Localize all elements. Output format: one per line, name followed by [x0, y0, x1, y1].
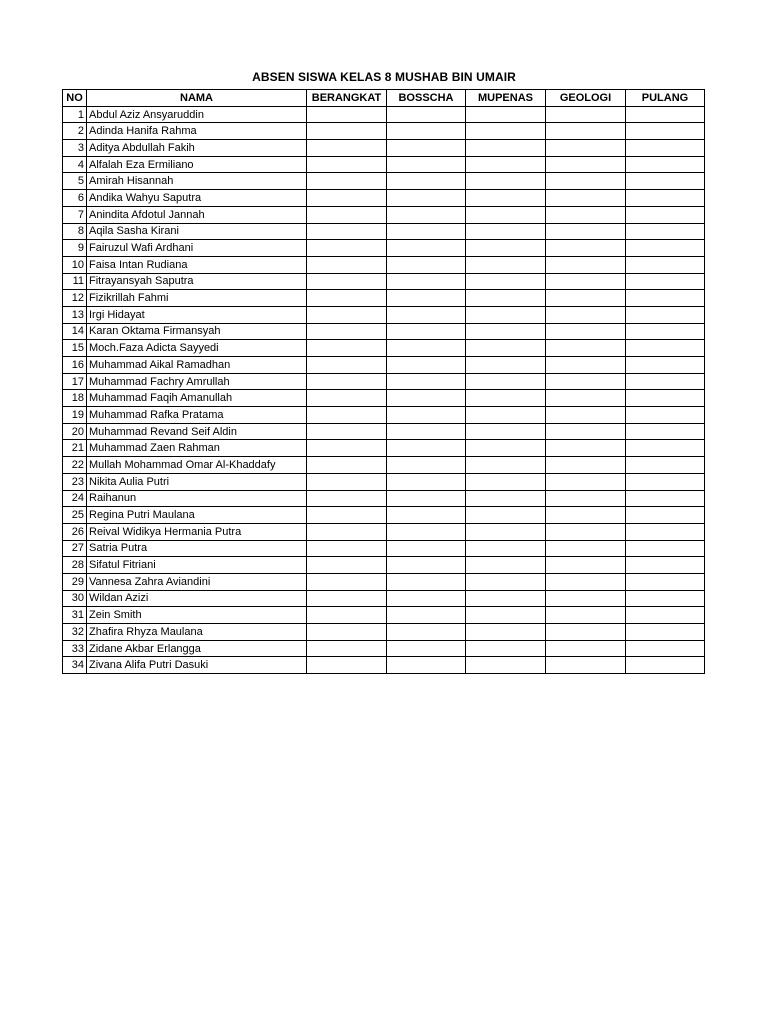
cell-mupenas[interactable]: [466, 607, 546, 624]
cell-mupenas[interactable]: [466, 256, 546, 273]
cell-berangkat[interactable]: [307, 123, 387, 140]
cell-bosscha[interactable]: [387, 123, 466, 140]
table-row: [63, 423, 705, 440]
cell-pulang[interactable]: [626, 407, 705, 424]
cell-geologi[interactable]: [546, 557, 626, 574]
cell-geologi[interactable]: [546, 423, 626, 440]
cell-berangkat[interactable]: [307, 290, 387, 307]
document-title: ABSEN SISWA KELAS 8 MUSHAB BIN UMAIR: [252, 70, 516, 84]
cell-pulang[interactable]: [626, 290, 705, 307]
cell-berangkat[interactable]: [307, 657, 387, 674]
cell-pulang[interactable]: [626, 523, 705, 540]
student-name: Faisa Intan Rudiana: [87, 256, 307, 273]
row-number: 23: [63, 473, 87, 490]
cell-pulang[interactable]: [626, 340, 705, 357]
cell-berangkat[interactable]: [307, 640, 387, 657]
cell-berangkat[interactable]: [307, 473, 387, 490]
cell-mupenas[interactable]: [466, 373, 546, 390]
student-name: Andika Wahyu Saputra: [87, 190, 307, 207]
table-row: [63, 557, 705, 574]
cell-pulang[interactable]: [626, 457, 705, 474]
header-row: [63, 90, 705, 107]
row-number: 33: [63, 640, 87, 657]
table-row: [63, 223, 705, 240]
cell-berangkat[interactable]: [307, 624, 387, 641]
cell-mupenas[interactable]: [466, 123, 546, 140]
table-row: [63, 323, 705, 340]
row-number: 8: [63, 223, 87, 240]
cell-bosscha[interactable]: [387, 357, 466, 374]
table-row: [63, 123, 705, 140]
cell-berangkat[interactable]: [307, 407, 387, 424]
cell-geologi[interactable]: [546, 140, 626, 157]
cell-mupenas[interactable]: [466, 340, 546, 357]
cell-mupenas[interactable]: [466, 657, 546, 674]
cell-pulang[interactable]: [626, 557, 705, 574]
cell-geologi[interactable]: [546, 457, 626, 474]
table-row: [63, 407, 705, 424]
cell-berangkat[interactable]: [307, 557, 387, 574]
cell-mupenas[interactable]: [466, 173, 546, 190]
row-number: 28: [63, 557, 87, 574]
cell-geologi[interactable]: [546, 256, 626, 273]
student-name: Aqila Sasha Kirani: [87, 223, 307, 240]
cell-pulang[interactable]: [626, 624, 705, 641]
cell-mupenas[interactable]: [466, 223, 546, 240]
table-row: [63, 156, 705, 173]
cell-pulang[interactable]: [626, 373, 705, 390]
student-name: Fairuzul Wafi Ardhani: [87, 240, 307, 257]
cell-berangkat[interactable]: [307, 573, 387, 590]
cell-bosscha[interactable]: [387, 473, 466, 490]
cell-geologi[interactable]: [546, 156, 626, 173]
student-name: Zidane Akbar Erlangga: [87, 640, 307, 657]
student-name: Muhammad Aikal Ramadhan: [87, 357, 307, 374]
table-row: [63, 206, 705, 223]
cell-geologi[interactable]: [546, 390, 626, 407]
cell-mupenas[interactable]: [466, 624, 546, 641]
cell-pulang[interactable]: [626, 256, 705, 273]
cell-mupenas[interactable]: [466, 357, 546, 374]
cell-pulang[interactable]: [626, 173, 705, 190]
cell-berangkat[interactable]: [307, 607, 387, 624]
student-name: Nikita Aulia Putri: [87, 473, 307, 490]
student-name: Fitrayansyah Saputra: [87, 273, 307, 290]
cell-bosscha[interactable]: [387, 590, 466, 607]
table-row: [63, 256, 705, 273]
cell-bosscha[interactable]: [387, 173, 466, 190]
row-number: 29: [63, 573, 87, 590]
student-name: Zivana Alifa Putri Dasuki: [87, 657, 307, 674]
cell-geologi[interactable]: [546, 624, 626, 641]
table-row: [63, 573, 705, 590]
row-number: 16: [63, 357, 87, 374]
cell-geologi[interactable]: [546, 540, 626, 557]
cell-bosscha[interactable]: [387, 390, 466, 407]
cell-berangkat[interactable]: [307, 490, 387, 507]
row-number: 27: [63, 540, 87, 557]
cell-berangkat[interactable]: [307, 140, 387, 157]
table-row: [63, 290, 705, 307]
cell-mupenas[interactable]: [466, 306, 546, 323]
cell-geologi[interactable]: [546, 407, 626, 424]
row-number: 10: [63, 256, 87, 273]
cell-bosscha[interactable]: [387, 657, 466, 674]
header-berangkat: BERANGKAT: [307, 90, 387, 107]
cell-geologi[interactable]: [546, 640, 626, 657]
cell-mupenas[interactable]: [466, 440, 546, 457]
cell-bosscha[interactable]: [387, 306, 466, 323]
cell-bosscha[interactable]: [387, 190, 466, 207]
cell-bosscha[interactable]: [387, 290, 466, 307]
row-number: 21: [63, 440, 87, 457]
header-no: NO: [63, 90, 87, 107]
cell-pulang[interactable]: [626, 657, 705, 674]
cell-geologi[interactable]: [546, 507, 626, 524]
cell-berangkat[interactable]: [307, 256, 387, 273]
cell-berangkat[interactable]: [307, 223, 387, 240]
cell-mupenas[interactable]: [466, 190, 546, 207]
row-number: 11: [63, 273, 87, 290]
student-name: Abdul Aziz Ansyaruddin: [87, 106, 307, 123]
student-name: Zein Smith: [87, 607, 307, 624]
student-name: Aditya Abdullah Fakih: [87, 140, 307, 157]
table-row: [63, 457, 705, 474]
table-row: [63, 657, 705, 674]
cell-berangkat[interactable]: [307, 373, 387, 390]
cell-geologi[interactable]: [546, 240, 626, 257]
cell-berangkat[interactable]: [307, 523, 387, 540]
table-body: [63, 106, 705, 673]
student-name: Satria Putra: [87, 540, 307, 557]
cell-mupenas[interactable]: [466, 573, 546, 590]
cell-mupenas[interactable]: [466, 290, 546, 307]
row-number: 25: [63, 507, 87, 524]
cell-bosscha[interactable]: [387, 440, 466, 457]
table-row: [63, 440, 705, 457]
cell-berangkat[interactable]: [307, 540, 387, 557]
row-number: 24: [63, 490, 87, 507]
cell-pulang[interactable]: [626, 206, 705, 223]
header-geologi: GEOLOGI: [546, 90, 626, 107]
cell-pulang[interactable]: [626, 607, 705, 624]
cell-mupenas[interactable]: [466, 390, 546, 407]
student-name: Muhammad Revand Seif Aldin: [87, 423, 307, 440]
cell-pulang[interactable]: [626, 473, 705, 490]
table-row: [63, 373, 705, 390]
cell-berangkat[interactable]: [307, 440, 387, 457]
student-name: Mullah Mohammad Omar Al-Khaddafy: [87, 457, 307, 474]
cell-bosscha[interactable]: [387, 223, 466, 240]
cell-berangkat[interactable]: [307, 590, 387, 607]
cell-pulang[interactable]: [626, 640, 705, 657]
cell-geologi[interactable]: [546, 523, 626, 540]
cell-mupenas[interactable]: [466, 557, 546, 574]
cell-mupenas[interactable]: [466, 106, 546, 123]
cell-bosscha[interactable]: [387, 340, 466, 357]
header-nama: NAMA: [87, 90, 307, 107]
student-name: Adinda Hanifa Rahma: [87, 123, 307, 140]
cell-bosscha[interactable]: [387, 206, 466, 223]
table-row: [63, 340, 705, 357]
row-number: 7: [63, 206, 87, 223]
row-number: 9: [63, 240, 87, 257]
row-number: 14: [63, 323, 87, 340]
cell-bosscha[interactable]: [387, 273, 466, 290]
cell-geologi[interactable]: [546, 323, 626, 340]
row-number: 6: [63, 190, 87, 207]
student-name: Vannesa Zahra Aviandini: [87, 573, 307, 590]
cell-pulang[interactable]: [626, 423, 705, 440]
cell-mupenas[interactable]: [466, 273, 546, 290]
row-number: 30: [63, 590, 87, 607]
cell-pulang[interactable]: [626, 490, 705, 507]
cell-bosscha[interactable]: [387, 457, 466, 474]
student-name: Zhafira Rhyza Maulana: [87, 624, 307, 641]
cell-bosscha[interactable]: [387, 624, 466, 641]
cell-pulang[interactable]: [626, 223, 705, 240]
cell-berangkat[interactable]: [307, 340, 387, 357]
cell-pulang[interactable]: [626, 190, 705, 207]
table-row: [63, 173, 705, 190]
row-number: 26: [63, 523, 87, 540]
cell-pulang[interactable]: [626, 590, 705, 607]
cell-mupenas[interactable]: [466, 407, 546, 424]
cell-pulang[interactable]: [626, 140, 705, 157]
cell-pulang[interactable]: [626, 123, 705, 140]
table-row: [63, 273, 705, 290]
row-number: 2: [63, 123, 87, 140]
table-row: [63, 490, 705, 507]
cell-berangkat[interactable]: [307, 457, 387, 474]
cell-pulang[interactable]: [626, 240, 705, 257]
table-row: [63, 190, 705, 207]
cell-bosscha[interactable]: [387, 373, 466, 390]
cell-berangkat[interactable]: [307, 240, 387, 257]
student-name: Reival Widikya Hermania Putra: [87, 523, 307, 540]
cell-geologi[interactable]: [546, 590, 626, 607]
cell-bosscha[interactable]: [387, 607, 466, 624]
cell-geologi[interactable]: [546, 340, 626, 357]
cell-bosscha[interactable]: [387, 640, 466, 657]
attendance-table: [62, 89, 705, 674]
cell-pulang[interactable]: [626, 390, 705, 407]
row-number: 22: [63, 457, 87, 474]
cell-mupenas[interactable]: [466, 206, 546, 223]
student-name: Amirah Hisannah: [87, 173, 307, 190]
header-bosscha: BOSSCHA: [387, 90, 466, 107]
cell-berangkat[interactable]: [307, 306, 387, 323]
row-number: 32: [63, 624, 87, 641]
row-number: 13: [63, 306, 87, 323]
table-row: [63, 357, 705, 374]
cell-berangkat[interactable]: [307, 173, 387, 190]
cell-mupenas[interactable]: [466, 523, 546, 540]
cell-geologi[interactable]: [546, 607, 626, 624]
cell-pulang[interactable]: [626, 540, 705, 557]
table-row: [63, 640, 705, 657]
cell-pulang[interactable]: [626, 573, 705, 590]
cell-berangkat[interactable]: [307, 390, 387, 407]
table-row: [63, 507, 705, 524]
student-name: Anindita Afdotul Jannah: [87, 206, 307, 223]
table-row: [63, 306, 705, 323]
row-number: 34: [63, 657, 87, 674]
student-name: Muhammad Fachry Amrullah: [87, 373, 307, 390]
table-row: [63, 607, 705, 624]
cell-bosscha[interactable]: [387, 323, 466, 340]
row-number: 31: [63, 607, 87, 624]
cell-bosscha[interactable]: [387, 407, 466, 424]
table-row: [63, 590, 705, 607]
cell-berangkat[interactable]: [307, 357, 387, 374]
cell-pulang[interactable]: [626, 106, 705, 123]
cell-bosscha[interactable]: [387, 523, 466, 540]
cell-berangkat[interactable]: [307, 507, 387, 524]
cell-pulang[interactable]: [626, 273, 705, 290]
cell-pulang[interactable]: [626, 323, 705, 340]
student-name: Regina Putri Maulana: [87, 507, 307, 524]
row-number: 17: [63, 373, 87, 390]
table-row: [63, 624, 705, 641]
cell-geologi[interactable]: [546, 357, 626, 374]
row-number: 20: [63, 423, 87, 440]
row-number: 5: [63, 173, 87, 190]
cell-geologi[interactable]: [546, 173, 626, 190]
cell-mupenas[interactable]: [466, 457, 546, 474]
student-name: Irgi Hidayat: [87, 306, 307, 323]
row-number: 18: [63, 390, 87, 407]
cell-geologi[interactable]: [546, 373, 626, 390]
table-row: [63, 473, 705, 490]
table-row: [63, 390, 705, 407]
cell-mupenas[interactable]: [466, 323, 546, 340]
cell-berangkat[interactable]: [307, 323, 387, 340]
cell-berangkat[interactable]: [307, 423, 387, 440]
student-name: Muhammad Rafka Pratama: [87, 407, 307, 424]
cell-mupenas[interactable]: [466, 240, 546, 257]
cell-berangkat[interactable]: [307, 156, 387, 173]
cell-geologi[interactable]: [546, 123, 626, 140]
cell-pulang[interactable]: [626, 440, 705, 457]
cell-bosscha[interactable]: [387, 540, 466, 557]
cell-geologi[interactable]: [546, 290, 626, 307]
cell-berangkat[interactable]: [307, 273, 387, 290]
cell-berangkat[interactable]: [307, 106, 387, 123]
header-pulang: PULANG: [626, 90, 705, 107]
table-row: [63, 140, 705, 157]
cell-geologi[interactable]: [546, 106, 626, 123]
row-number: 15: [63, 340, 87, 357]
cell-pulang[interactable]: [626, 507, 705, 524]
cell-mupenas[interactable]: [466, 640, 546, 657]
row-number: 19: [63, 407, 87, 424]
cell-bosscha[interactable]: [387, 423, 466, 440]
cell-bosscha[interactable]: [387, 507, 466, 524]
cell-bosscha[interactable]: [387, 490, 466, 507]
table-row: [63, 240, 705, 257]
cell-bosscha[interactable]: [387, 256, 466, 273]
cell-mupenas[interactable]: [466, 507, 546, 524]
cell-bosscha[interactable]: [387, 156, 466, 173]
cell-mupenas[interactable]: [466, 490, 546, 507]
header-mupenas: MUPENAS: [466, 90, 546, 107]
row-number: 12: [63, 290, 87, 307]
table-row: [63, 106, 705, 123]
student-name: Karan Oktama Firmansyah: [87, 323, 307, 340]
cell-geologi[interactable]: [546, 473, 626, 490]
student-name: Fizikrillah Fahmi: [87, 290, 307, 307]
cell-mupenas[interactable]: [466, 156, 546, 173]
student-name: Alfalah Eza Ermiliano: [87, 156, 307, 173]
cell-geologi[interactable]: [546, 223, 626, 240]
cell-geologi[interactable]: [546, 657, 626, 674]
cell-bosscha[interactable]: [387, 573, 466, 590]
cell-mupenas[interactable]: [466, 423, 546, 440]
cell-pulang[interactable]: [626, 357, 705, 374]
cell-geologi[interactable]: [546, 440, 626, 457]
cell-geologi[interactable]: [546, 490, 626, 507]
cell-geologi[interactable]: [546, 306, 626, 323]
cell-geologi[interactable]: [546, 206, 626, 223]
student-name: Muhammad Faqih Amanullah: [87, 390, 307, 407]
cell-geologi[interactable]: [546, 273, 626, 290]
student-name: Muhammad Zaen Rahman: [87, 440, 307, 457]
cell-berangkat[interactable]: [307, 190, 387, 207]
student-name: Sifatul Fitriani: [87, 557, 307, 574]
row-number: 4: [63, 156, 87, 173]
student-name: Wildan Azizi: [87, 590, 307, 607]
cell-bosscha[interactable]: [387, 140, 466, 157]
table-row: [63, 523, 705, 540]
cell-pulang[interactable]: [626, 306, 705, 323]
cell-mupenas[interactable]: [466, 140, 546, 157]
cell-bosscha[interactable]: [387, 557, 466, 574]
cell-geologi[interactable]: [546, 573, 626, 590]
cell-mupenas[interactable]: [466, 473, 546, 490]
cell-pulang[interactable]: [626, 156, 705, 173]
cell-bosscha[interactable]: [387, 106, 466, 123]
cell-mupenas[interactable]: [466, 590, 546, 607]
row-number: 3: [63, 140, 87, 157]
cell-berangkat[interactable]: [307, 206, 387, 223]
student-name: Raihanun: [87, 490, 307, 507]
cell-bosscha[interactable]: [387, 240, 466, 257]
cell-mupenas[interactable]: [466, 540, 546, 557]
student-name: Moch.Faza Adicta Sayyedi: [87, 340, 307, 357]
cell-geologi[interactable]: [546, 190, 626, 207]
row-number: 1: [63, 106, 87, 123]
table-row: [63, 540, 705, 557]
